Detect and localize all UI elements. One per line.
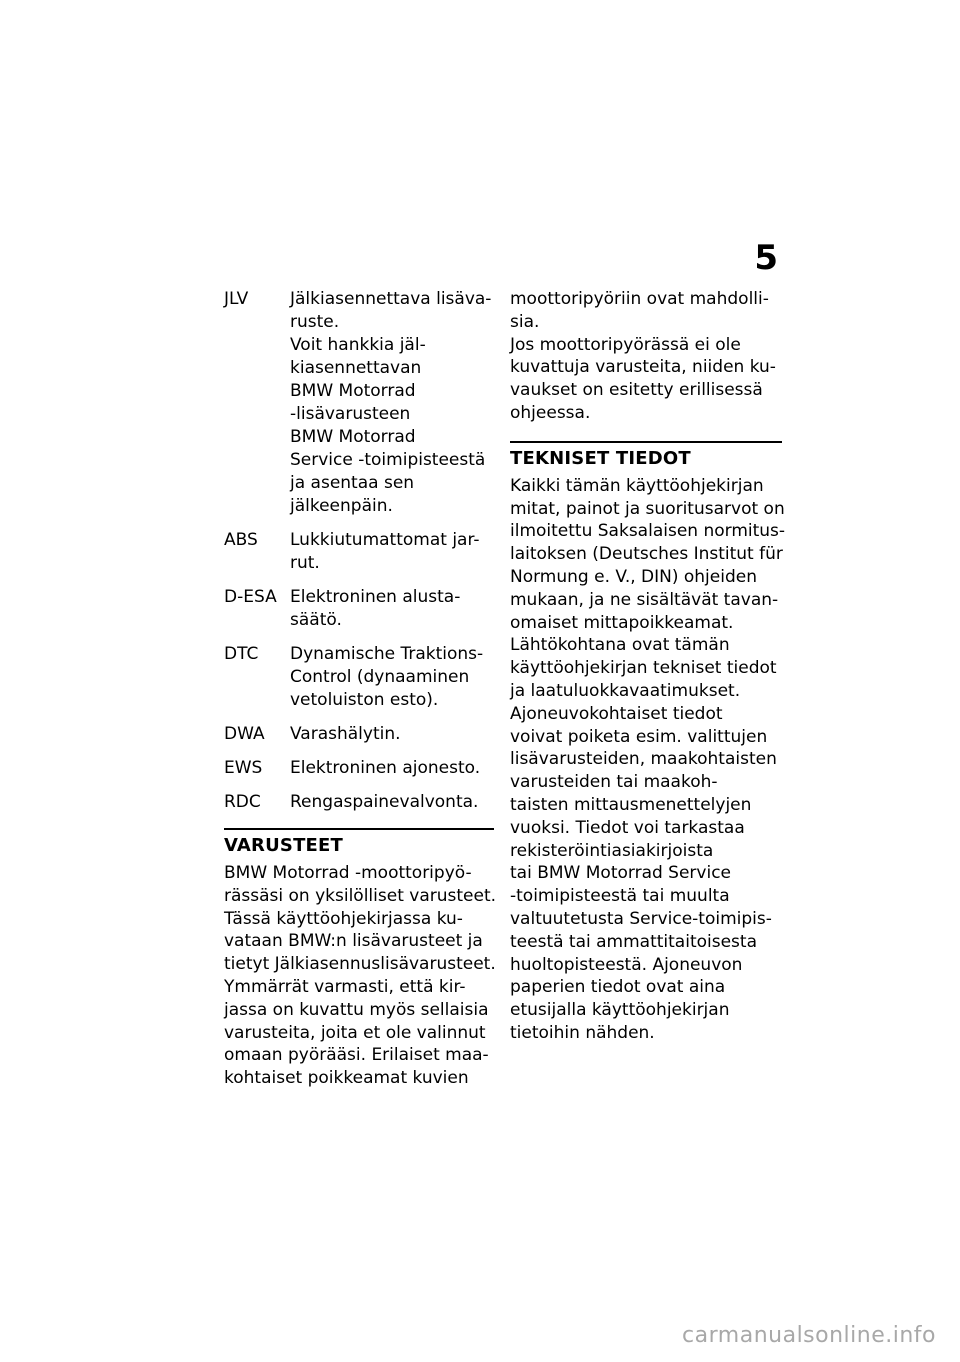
definition-line: BMW Motorrad [290,381,416,401]
paragraph-line: etusijalla käyttöohjekirjan [510,1000,730,1021]
paragraph-line: kuvattuja varusteita, niiden ku- [510,357,776,378]
abbreviation-term: DWA [224,724,265,744]
section-heading-varusteet: VARUSTEET [224,835,344,856]
paragraph-line: vuoksi. Tiedot voi tarkastaa [510,817,745,838]
abbreviation-definition [290,529,494,575]
paragraph-line: mitat, painot ja suoritusarvot on [510,498,785,519]
paragraph-line: paperien tiedot ovat aina [510,977,726,998]
definition-line: Varashälytin. [290,724,401,744]
left-column [224,288,497,1090]
definition-line: ruste. [290,312,340,332]
section-divider-tekniset [510,441,782,443]
paragraph-line: vaukset on esitetty erillisessä [510,380,763,401]
page-number: 5 [754,238,778,278]
abbreviation-definition [290,723,494,746]
paragraph-line: Ymmärrät varmasti, että kir- [224,976,466,997]
paragraph-line: Lähtökohtana ovat tämän [510,635,730,656]
definition-line: ja asentaa sen [290,473,415,493]
abbreviation-row [224,288,494,518]
definition-line: BMW Motorrad [290,427,416,447]
abbreviation-definition [290,586,494,632]
abbreviation-definition [290,288,494,518]
abbreviation-term: JLV [224,289,249,309]
abbreviation-definition [290,791,494,814]
paragraph-line: kohtaiset poikkeamat kuvien [224,1068,469,1089]
paragraph-line: varusteita, joita et ole valinnut [224,1022,486,1043]
abbreviation-list [224,288,494,814]
definition-line: säätö. [290,610,342,630]
abbreviation-row [224,586,494,632]
paragraph-line: tai BMW Motorrad Service [510,863,732,884]
abbreviation-term: RDC [224,792,261,812]
paragraph-line: laitoksen (Deutsches Institut für [510,544,783,565]
section-heading-tekniset: TEKNISET TIEDOT [510,447,691,469]
paragraph-line: Ajoneuvokohtaiset tiedot [510,703,723,724]
paragraph-line: varusteiden tai maakoh- [510,772,718,793]
right-column [510,288,786,1045]
definition-line: -lisävarusteen [290,404,411,424]
paragraph-line: Jos moottoripyörässä ei ole [510,334,741,355]
footer-watermark[interactable]: carmanualsonline.info [682,1323,936,1348]
paragraph-line: voivat poiketa esim. valittujen [510,726,768,747]
section-divider-varusteet [224,828,494,830]
paragraph-line: ja laatuluokkavaatimukset. [510,680,741,701]
definition-line: Dynamische Traktions- [290,644,484,664]
definition-line: Service -toimipisteestä [290,450,486,470]
definition-line: Lukkiutumattomat jar- [290,530,480,550]
paragraph-line: lisävarusteiden, maakohtaisten [510,749,777,770]
abbreviation-definition [290,757,494,780]
definition-line: Elektroninen ajonesto. [290,758,481,778]
varusteet-continued-paragraph [510,288,782,425]
paragraph-line: sia. [510,311,540,332]
paragraph-line: teestä tai ammattitaitoisesta [510,931,757,952]
definition-line: kiasennettavan [290,358,422,378]
paragraph-line: mukaan, ja ne sisältävät tavan- [510,589,779,610]
abbreviation-row [224,529,494,575]
paragraph-line: rässäsi on yksilölliset varusteet. [224,885,497,906]
paragraph-line: jassa on kuvattu myös sellaisia [224,999,489,1020]
definition-line: Rengaspainevalvonta. [290,792,479,812]
abbreviation-term: EWS [224,758,263,778]
definition-line: jälkeenpäin. [290,496,393,516]
tekniset-paragraph [510,475,786,1045]
paragraph-line: omaiset mittapoikkeamat. [510,612,734,633]
abbreviation-definition [290,643,494,712]
paragraph-line: valtuutetusta Service-toimipis- [510,908,772,929]
paragraph-line: vataan BMW:n lisävarusteet ja [224,931,483,952]
abbreviation-row [224,723,494,746]
paragraph-line: Normung e. V., DIN) ohjeiden [510,566,757,587]
paragraph-line: Tässä käyttöohjekirjassa ku- [224,908,463,929]
abbreviation-term: D-ESA [224,587,277,607]
abbreviation-term: ABS [224,530,258,550]
definition-line: Voit hankkia jäl- [290,335,426,355]
paragraph-line: tietyt Jälkiasennuslisävarusteet. [224,954,496,975]
paragraph-line: taisten mittausmenettelyjen [510,794,752,815]
abbreviation-row [224,643,494,712]
paragraph-line: ilmoitettu Saksalaisen normitus- [510,521,786,542]
paragraph-line: huoltopisteestä. Ajoneuvon [510,954,743,975]
definition-line: rut. [290,553,320,573]
definition-line: vetoluiston esto). [290,690,439,710]
paragraph-line: käyttöohjekirjan tekniset tiedot [510,658,777,679]
definition-line: Elektroninen alusta- [290,587,461,607]
definition-line: Control (dynaaminen [290,667,470,687]
paragraph-line: omaan pyörääsi. Erilaiset maa- [224,1045,489,1066]
paragraph-line: Kaikki tämän käyttöohjekirjan [510,475,764,496]
paragraph-line: moottoripyöriin ovat mahdolli- [510,289,769,309]
abbreviation-row [224,791,494,814]
paragraph-line: tietoihin nähden. [510,1022,655,1043]
definition-line: Jälkiasennettava lisäva- [290,289,492,309]
paragraph-line: ohjeessa. [510,402,591,423]
paragraph-line: BMW Motorrad -moottoripyö- [224,863,472,883]
paragraph-line: -toimipisteestä tai muulta [510,886,730,907]
abbreviation-row [224,757,494,780]
varusteet-paragraph [224,862,497,1090]
paragraph-line: rekisteröintiasiakirjoista [510,840,714,861]
abbreviation-term: DTC [224,644,259,664]
